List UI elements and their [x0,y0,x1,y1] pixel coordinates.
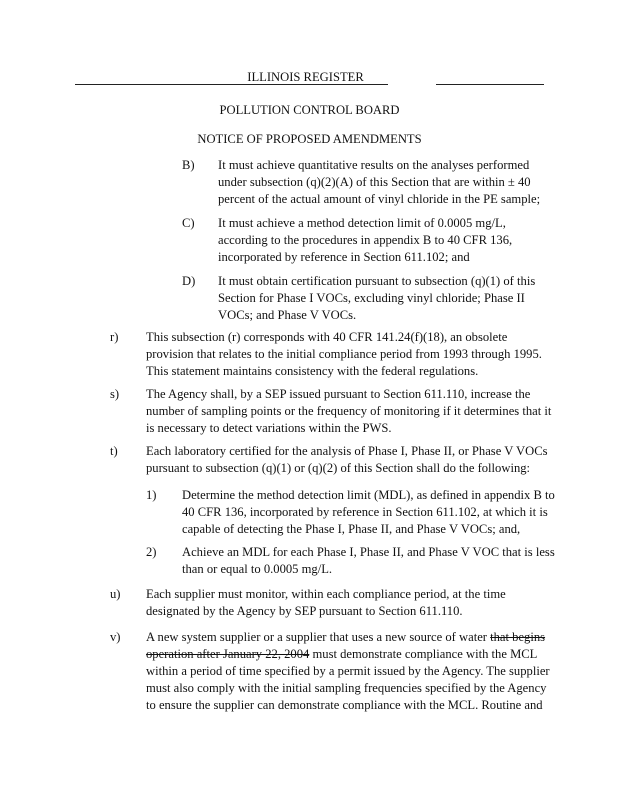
subitem-label: D) [182,274,196,288]
item-text: This subsection (r) corresponds with 40 CFR 141.24(f)(18), an obsolete provision that relates to the initial compliance period from 1993 through 1995. This statement maintains consistency with the federal regulations. [146,330,542,378]
subitem-label: 1) [146,488,157,502]
item-label: s) [110,387,120,401]
item-text: Each supplier must monitor, within each compliance period, at the time designated by the Agency by SEP pursuant to Section 611.110. [146,587,506,618]
subitem-text: It must achieve quantitative results on the analyses performed under subsection (q)(2)(A) of this Section that are within ± 40 percent of the actual amount of vinyl chloride in the PE sample; [218,158,541,206]
item-label: u) [110,587,121,601]
subitem-label: 2) [146,545,157,559]
notice-title: NOTICE OF PROPOSED AMENDMENTS [197,132,422,146]
item-label: v) [110,630,121,644]
item-label: r) [110,330,119,344]
subitem-text: It must achieve a method detection limit of 0.0005 mg/L, according to the procedures in appendix B to 40 CFR 136, incorporated by reference in Section 611.102; and [218,216,513,264]
subitem-text: It must obtain certification pursuant to subsection (q)(1) of this Section for Phase I VOCs, excluding vinyl chloride; Phase II VOCs; and Phase V VOCs. [218,274,536,322]
register-title: ILLINOIS REGISTER [247,70,364,84]
struck-text: that begins operation after January 22, 2004 [146,630,546,661]
subitem-text: Achieve an MDL for each Phase I, Phase II, and Phase V VOC that is less than or equal to 0.0005 mg/L. [182,545,555,576]
subitem-label: B) [182,158,195,172]
item-text: Each laboratory certified for the analysis of Phase I, Phase II, or Phase V VOCs pursuant to subsection (q)(1) or (q)(2) of this Section shall do the following: [146,444,548,475]
item-label: t) [110,444,118,458]
text-after: must demonstrate compliance with the MCL within a period of time specified by a permit issued by the Agency. The supplier must also comply with the initial sampling frequencies specified by the Agency to ensure the supplier can demonstrate compliance with the MCL. Routine and [146,647,550,712]
item-text: The Agency shall, by a SEP issued pursuant to Section 611.110, increase the number of sampling points or the frequency of monitoring if it determines that it is necessary to detect variations within the PWS. [146,387,552,435]
item-text [146,629,556,714]
text-before: A new system supplier or a supplier that uses a new source of water [146,630,491,644]
subitem-text: Determine the method detection limit (MDL), as defined in appendix B to 40 CFR 136, incorporated by reference in Section 611.102, at which it is capable of detecting the Phase I, Phase II, and Phase V VOCs; and, [182,488,555,536]
subitem-label: C) [182,216,195,230]
board-title: POLLUTION CONTROL BOARD [219,103,400,117]
